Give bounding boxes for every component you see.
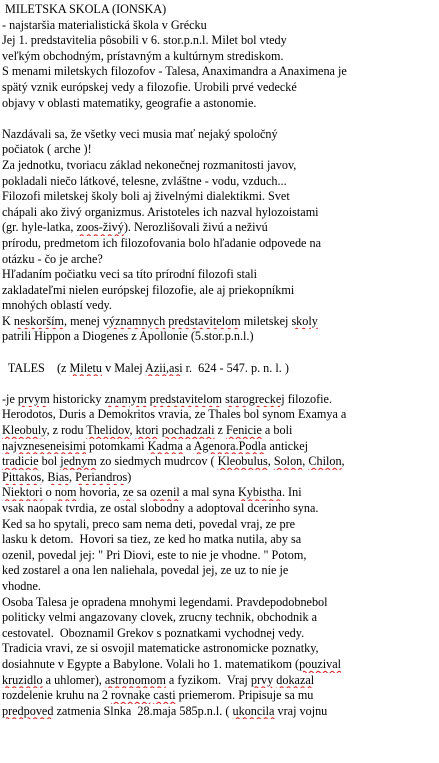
text-run: Filozofi miletskej školy boli aj živelnými dialektikmi. Svet: [2, 189, 290, 204]
text-run: Hľadaním počiatku veci sa títo prírodní filozofi stali: [2, 267, 258, 282]
text-line: [2, 485, 439, 501]
text-run: veľkým obchodným, prístavným a kultúrnym strediskom.: [2, 48, 284, 63]
text-line: [2, 595, 439, 611]
text-run: politicky velmi angazovany clovek, zrucny technik, obchodnik a: [2, 610, 318, 625]
text-run: pokladali niečo látkové, telesne, zvláštne - vodu, vzduch...: [2, 173, 287, 188]
text-line: [2, 283, 439, 299]
text-line: [2, 501, 439, 517]
text-line: [2, 127, 439, 143]
blank-line: [2, 111, 439, 127]
text-line: [2, 563, 439, 579]
text-run: ked zostarel a ona len naliehala, povedal jej, ze uz to nie je: [2, 563, 289, 578]
text-run: . Ini: [281, 485, 302, 500]
text-run: objavy v oblasti matematiky, geografie a astonomie.: [2, 95, 257, 110]
text-run: vsak naopak tvrdia, ze ostal slobodny a adoptoval dcerinho syna.: [2, 501, 319, 515]
text-run: Herodotos, Duris a Demokritos vravia, ze Thales bol synom Examya a: [2, 407, 347, 422]
text-run: ,: [129, 423, 136, 438]
text-run: MILETSKA SKOLA (IONSKA): [2, 2, 167, 16]
misspelled-word: nom: [54, 485, 77, 500]
misspelled-word: ozenil: [149, 485, 180, 500]
misspelled-word: Periandros: [75, 469, 128, 484]
misspelled-word: Pittakos: [2, 469, 42, 484]
text-run: hovoria,: [76, 485, 123, 500]
text-run: sa: [133, 485, 150, 500]
text-run: S menami miletskych filozofov - Talesa, Anaximandra a Anaximena je: [2, 64, 347, 79]
text-line: [2, 49, 439, 65]
text-run: Nazdávali sa, že všetky veci musia mať nejaký spoločný: [2, 126, 278, 141]
text-run: z: [214, 423, 226, 438]
text-line: [2, 439, 439, 455]
misspelled-word: pochadzali: [161, 423, 215, 438]
text-run: filozofie.: [284, 391, 333, 406]
text-run: rozdelenie kruhu na 2: [2, 688, 111, 703]
misspelled-word: jednym: [60, 454, 97, 469]
misspelled-word: Niektori: [2, 485, 43, 500]
misspelled-word: predstavitelom: [149, 391, 223, 406]
text-run: počiatok ( arche )!: [2, 142, 92, 157]
text-line: [2, 626, 439, 642]
text-run: ozenil, povedal jej: " Pri Diovi, este to nie je vhodne. " Potom,: [2, 547, 307, 562]
text-run: zatmenia Slnka 28.maja 585p.n.l. (: [53, 703, 233, 718]
text-run: cestovatel. Oboznamil Grekov s poznatkami vychodnej vedy.: [2, 625, 305, 640]
misspelled-word: Thelidov: [86, 423, 130, 438]
text-run: vhodne.: [2, 578, 41, 593]
text-run: ,: [267, 454, 274, 469]
text-run: ): [127, 469, 132, 484]
text-line: [2, 236, 439, 252]
text-run: K: [2, 313, 14, 328]
text-run: chápali ako živý organizmus. Aristoteles ich nazval hylozoistami: [2, 204, 319, 219]
text-run: prírodu, predmetom ich filozofovania bolo hľadanie odpovede na: [2, 235, 322, 250]
text-run: a fyzikom. Vraj: [165, 672, 251, 687]
text-line: [2, 610, 439, 626]
misspelled-word: ktori: [135, 423, 159, 438]
text-run: a uhlomer),: [42, 672, 105, 687]
text-line: [2, 407, 439, 423]
text-run: Za jednotku, tvoriacu základ nekonečnej rozmanitosti javov,: [2, 157, 297, 172]
text-line: [2, 329, 439, 345]
misspelled-word: Kleobulus: [217, 454, 268, 469]
text-line: [2, 579, 439, 595]
misspelled-word: Kadma: [147, 438, 183, 453]
misspelled-word: najvzneseneisimi: [2, 438, 86, 453]
text-line: [2, 423, 439, 439]
text-run: miletskej: [240, 313, 292, 328]
text-run: historicky: [49, 391, 105, 406]
misspelled-word: predstavitelom: [168, 313, 241, 328]
misspelled-word: Kleobuly: [2, 423, 47, 438]
text-line: [2, 96, 439, 112]
text-run: a: [182, 438, 194, 453]
text-run: patrili Hippon a Diogenes z Apollonie (5.stor.p.n.l.): [2, 329, 254, 344]
text-line: [2, 18, 439, 34]
text-line: [2, 688, 439, 704]
misspelled-word: casti: [153, 688, 176, 703]
text-line: [2, 548, 439, 564]
text-line: [2, 267, 439, 283]
misspelled-word: Solon: [273, 454, 303, 469]
text-line: [2, 174, 439, 190]
misspelled-word: Miletu: [69, 360, 103, 375]
misspelled-word: astronomom: [104, 672, 166, 687]
misspelled-word: Bias: [47, 469, 70, 484]
text-line: [2, 252, 439, 268]
text-run: a boli: [261, 423, 293, 438]
text-line: [2, 158, 439, 174]
text-run: Jej 1. predstavitelia pôsobili v 6. stor.p.n.l. Milet bol vtedy: [2, 33, 287, 48]
text-run: (gr. hyle-latka,: [2, 220, 77, 235]
blank-line: [2, 345, 439, 361]
misspelled-word: rovnake: [110, 688, 151, 703]
text-run: v Malej: [102, 360, 146, 375]
text-run: o: [42, 485, 55, 500]
text-run: Osoba Talesa je opradena mnohymi legendami. Pravdepodobnebol: [2, 594, 328, 609]
misspelled-word: Chilon: [308, 454, 342, 469]
misspelled-word: významnych: [102, 313, 166, 328]
text-run: vraj vojnu: [274, 703, 328, 718]
text-run: ,: [302, 454, 309, 469]
text-run: otázku - čo je arche?: [2, 251, 103, 266]
text-run: bol: [38, 454, 61, 469]
text-line: [2, 64, 439, 80]
misspelled-word: Agenora.Podla: [193, 438, 267, 453]
text-line: [2, 361, 439, 377]
text-run: ,: [41, 469, 48, 484]
misspelled-word: Fenicie: [226, 423, 262, 438]
text-line: [2, 392, 439, 408]
misspelled-word: Kybistha: [237, 485, 282, 500]
misspelled-word: tradicie: [2, 454, 39, 469]
text-line: [2, 80, 439, 96]
misspelled-word: ze: [122, 485, 134, 500]
misspelled-word: kruzidlo: [2, 672, 43, 687]
misspelled-word: prvy: [250, 672, 274, 687]
text-line: [2, 454, 439, 470]
text-run: mnohých oblastí vedy.: [2, 298, 112, 313]
text-run: , menej: [63, 313, 103, 328]
misspelled-word: dokazal: [276, 672, 315, 687]
misspelled-word: starogreckej: [225, 391, 285, 406]
text-run: -je: [2, 391, 18, 406]
text-line: [2, 2, 439, 18]
text-line: [2, 704, 439, 720]
text-run: priemerom. Pripisuje sa mu: [175, 688, 314, 703]
misspelled-word: znamym: [104, 391, 147, 406]
misspelled-word: zoos-živý: [76, 220, 124, 235]
text-run: a mal syna: [179, 485, 238, 500]
text-run: ,: [69, 469, 76, 484]
text-line: [2, 205, 439, 221]
text-line: [2, 142, 439, 158]
text-run: potomkami: [85, 438, 148, 453]
text-run: zakladateľmi nielen európskej filozofie, ale aj priekopníkmi: [2, 282, 295, 297]
misspelled-word: skoly: [291, 313, 318, 328]
misspelled-word: neskorším: [13, 313, 64, 328]
misspelled-word: prvym: [17, 391, 50, 406]
text-line: [2, 314, 439, 330]
text-run: r. 624 - 547. p. n. l. ): [182, 360, 289, 375]
text-run: dosiahnute v Egypte a Babylone. Volali ho 1. matematikom (: [2, 656, 300, 671]
misspelled-word: ukoncila: [232, 703, 275, 718]
text-line: [2, 517, 439, 533]
text-run: Ked sa ho spytali, preco sam nema deti, povedal vraj, ze pre: [2, 516, 296, 531]
misspelled-word: predpoved: [2, 703, 54, 718]
text-run: , z rodu: [46, 423, 87, 438]
misspelled-word: Azii,asi: [145, 360, 183, 375]
text-line: [2, 220, 439, 236]
text-line: [2, 470, 439, 486]
text-run: antickej: [266, 438, 309, 453]
text-line: [2, 298, 439, 314]
text-run: zo siedmych mudrcov (: [96, 454, 218, 469]
misspelled-word: pouzival: [299, 656, 342, 671]
text-line: [2, 532, 439, 548]
text-line: [2, 189, 439, 205]
text-run: ). Nerozlišovali živú a neživú: [123, 220, 268, 235]
text-run: ,: [341, 454, 345, 469]
text-line: [2, 33, 439, 49]
text-line: [2, 657, 439, 673]
text-line: [2, 673, 439, 689]
text-run: Tradicia vravi, ze si osvojil matematicke astronomicke poznatky,: [2, 641, 319, 656]
text-run: - najstaršia materialistická škola v Grécku: [2, 17, 207, 32]
text-run: lasku k detom. Hovori sa tiez, ze ked ho matka nutila, aby sa: [2, 532, 302, 547]
blank-line: [2, 376, 439, 392]
text-run: TALES (z: [2, 360, 70, 375]
text-run: spätý vznik európskej vedy a filozofie. Urobili prvé vedecké: [2, 79, 297, 94]
text-line: [2, 641, 439, 657]
